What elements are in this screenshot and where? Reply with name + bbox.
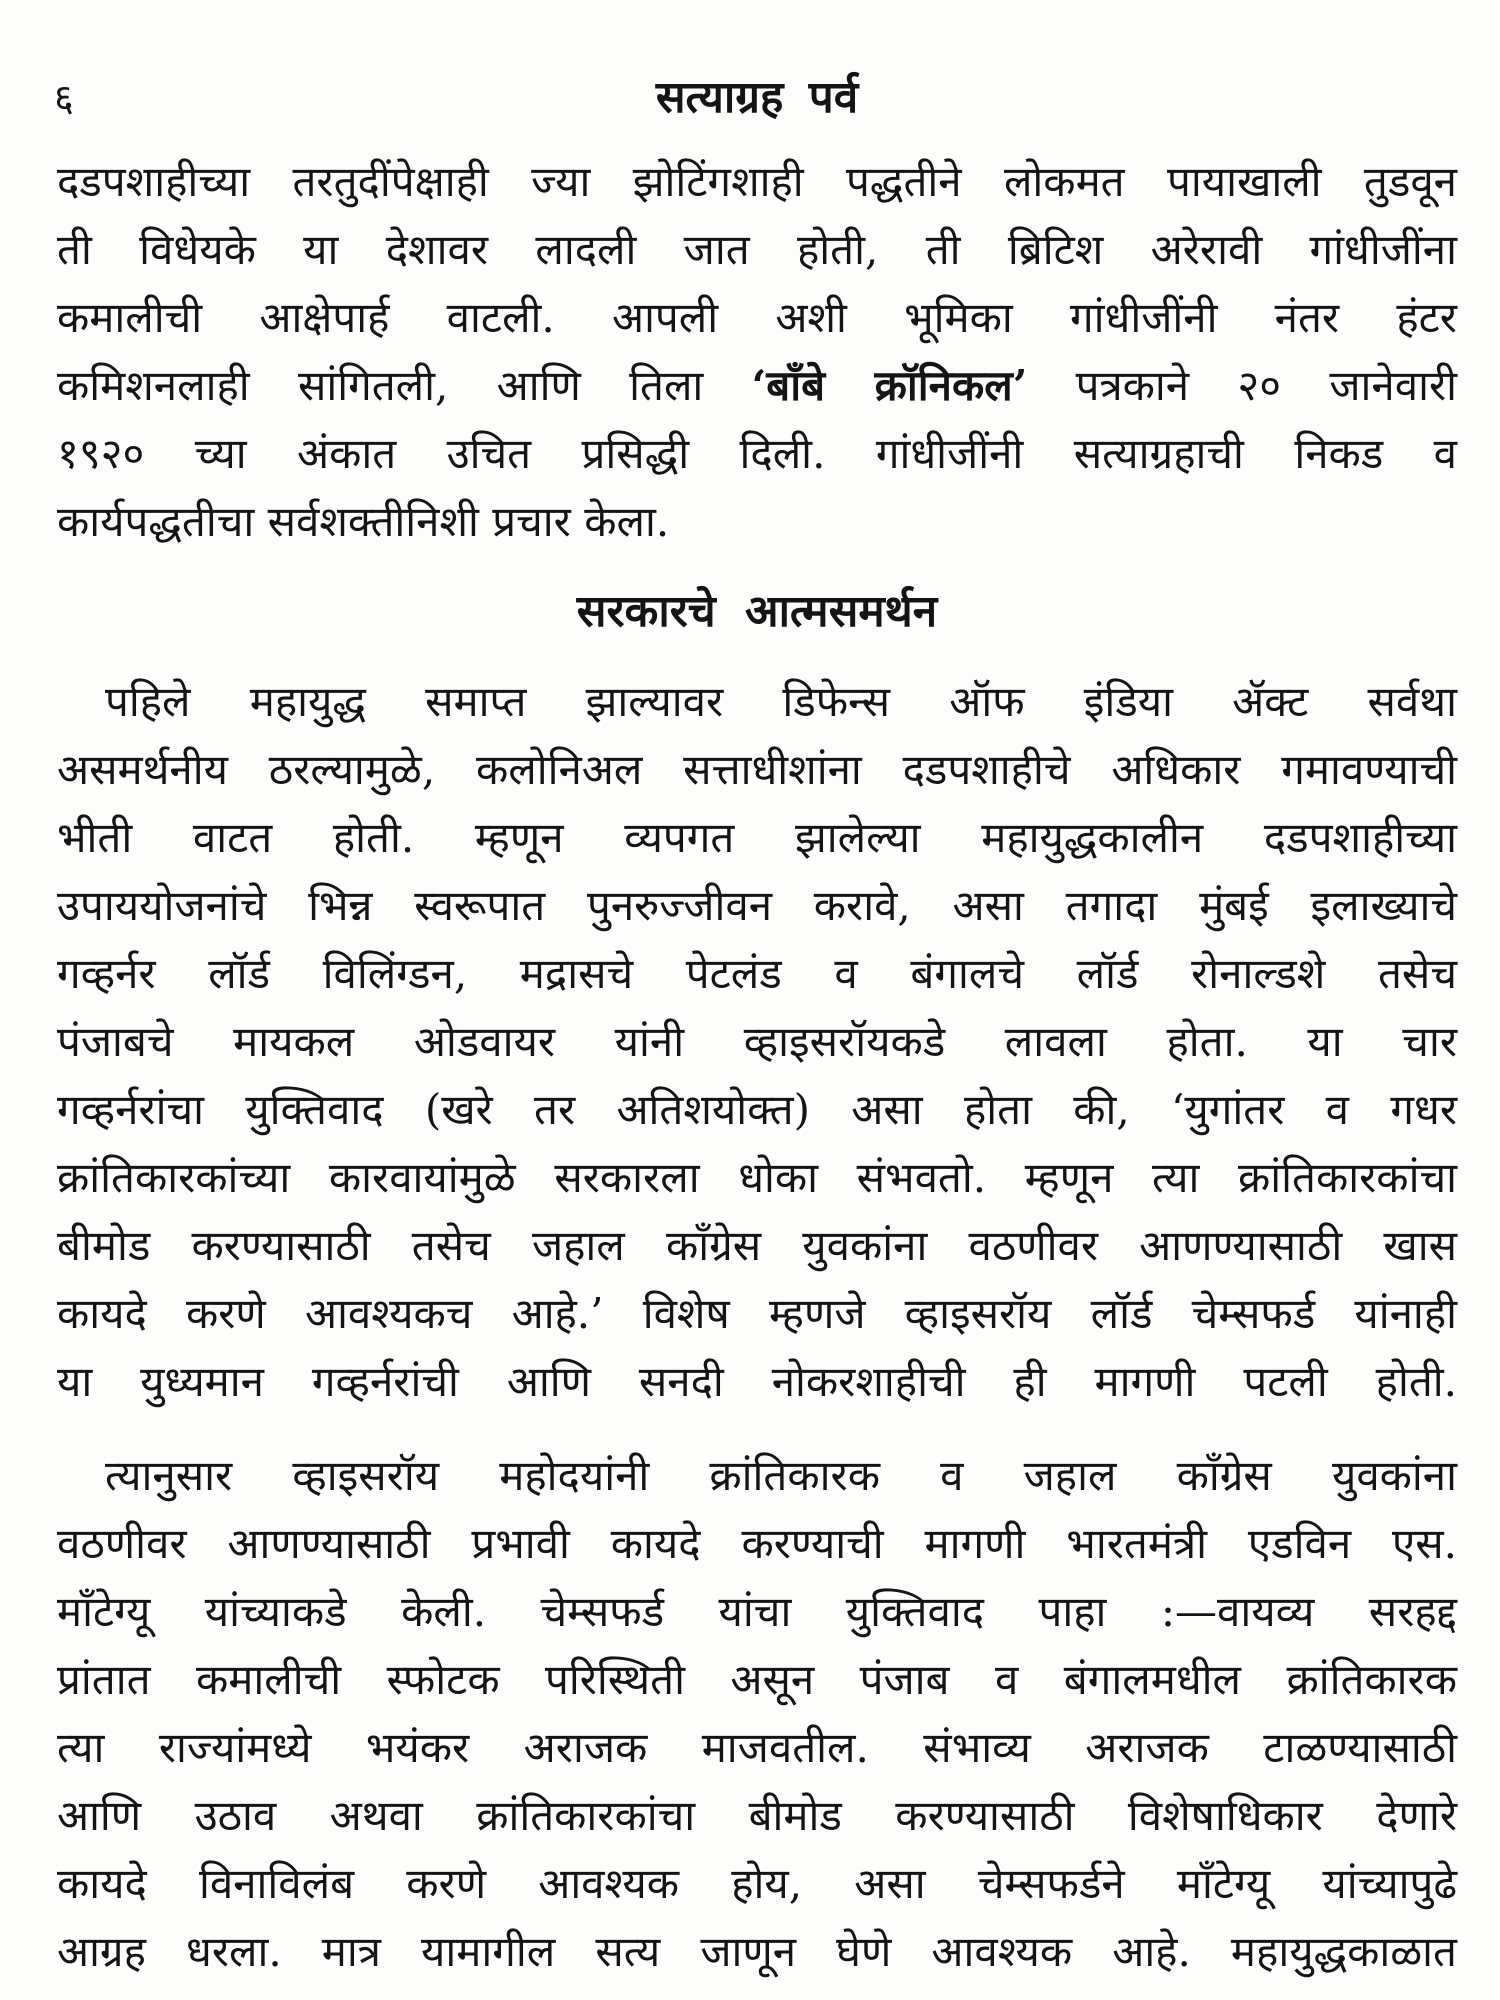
text-line: आणि उठाव अथवा क्रांतिकारकांचा बीमोड करण्यासाठी विशेषाधिकार देणारे — [57, 1791, 1457, 1840]
text-line: क्रांतिकारकांच्या कारवायांमुळे सरकारला धोका संभवतो. म्हणून त्या क्रांतिकारकांचा — [57, 1153, 1457, 1202]
paragraph — [57, 1442, 1457, 1986]
text-line: माँटेग्यू यांच्याकडे केली. चेम्सफर्ड यांचा युक्तिवाद पाहा :—वायव्य सरहद्द — [57, 1587, 1457, 1636]
text-segment: कमिशनलाही सांगितली, आणि तिला — [57, 361, 752, 410]
intro-paragraph — [57, 148, 1457, 556]
text-line: कमालीची आक्षेपार्ह वाटली. आपली अशी भूमिका गांधीजींनी नंतर हंटर — [57, 293, 1457, 342]
text-line: वठणीवर आणण्यासाठी प्रभावी कायदे करण्याची मागणी भारतमंत्री एडविन एस. — [57, 1519, 1457, 1568]
text-line — [57, 352, 1457, 420]
text-line: बीमोड करण्यासाठी तसेच जहाल काँग्रेस युवकांना वठणीवर आणण्यासाठी खास — [57, 1221, 1457, 1270]
text-segment: पत्रकाने २० जानेवारी — [1027, 361, 1458, 410]
text-line: पंजाबचे मायकल ओडवायर यांनी व्हाइसरॉयकडे लावला होता. या चार — [57, 1017, 1457, 1066]
paragraph — [57, 668, 1457, 1416]
text-line: आग्रह धरला. मात्र यामागील सत्य जाणून घेणे आवश्यक आहे. महायुद्धकाळात — [57, 1927, 1457, 1976]
page-header — [54, 64, 1457, 132]
text-line: भीती वाटत होती. म्हणून व्यपगत झालेल्या महायुद्धकालीन दडपशाहीच्या — [57, 813, 1457, 862]
text-line: गव्हर्नरांचा युक्तिवाद (खरे तर अतिशयोक्त) असा होता की, ‘युगांतर व गधर — [57, 1085, 1457, 1134]
text-line: प्रांतात कमालीची स्फोटक परिस्थिती असून पंजाब व बंगालमधील क्रांतिकारक — [57, 1655, 1457, 1704]
text-line: ती विधेयके या देशावर लादली जात होती, ती ब्रिटिश अरेरावी गांधीजींना — [57, 225, 1457, 274]
text-line: असमर्थनीय ठरल्यामुळे, कलोनिअल सत्ताधीशांना दडपशाहीचे अधिकार गमावण्याची — [57, 745, 1457, 794]
text-line: कार्यपद्धतीचा सर्वशक्तीनिशी प्रचार केला. — [57, 497, 670, 546]
text-line: १९२० च्या अंकात उचित प्रसिद्धी दिली. गांधीजींनी सत्याग्रहाची निकड व — [57, 429, 1457, 478]
page-number: ६ — [54, 76, 74, 120]
text-line: त्यानुसार व्हाइसरॉय महोदयांनी क्रांतिकारक व जहाल काँग्रेस युवकांना — [105, 1451, 1457, 1500]
newspaper-title-emphasis: ‘बाँबे क्रॉनिकल’ — [751, 361, 1028, 410]
text-line: उपाययोजनांचे भिन्न स्वरूपात पुनरुज्जीवन करावे, असा तगादा मुंबई इलाख्याचे — [57, 881, 1457, 930]
text-line: पहिले महायुद्ध समाप्त झाल्यावर डिफेन्स ऑफ इंडिया ॲक्ट सर्वथा — [105, 677, 1457, 726]
text-line: या युध्यमान गव्हर्नरांची आणि सनदी नोकरशाहीची ही मागणी पटली होती. — [57, 1357, 1457, 1406]
running-title: सत्याग्रह पर्व — [655, 72, 859, 123]
text-line: कायदे विनाविलंब करणे आवश्यक होय, असा चेम्सफर्डने माँटेग्यू यांच्यापुढे — [57, 1859, 1457, 1908]
text-line: त्या राज्यांमध्ये भयंकर अराजक माजवतील. संभाव्य अराजक टाळण्यासाठी — [57, 1723, 1457, 1772]
section-heading: सरकारचे आत्मसमर्थन — [576, 586, 938, 637]
text-line: गव्हर्नर लॉर्ड विलिंग्डन, मद्रासचे पेटलंड व बंगालचे लॉर्ड रोनाल्डशे तसेच — [57, 949, 1457, 998]
text-line: दडपशाहीच्या तरतुदींपेक्षाही ज्या झोटिंगशाही पद्धतीने लोकमत पायाखाली तुडवून — [57, 157, 1457, 206]
text-line: कायदे करणे आवश्यकच आहे.’ विशेष म्हणजे व्हाइसरॉय लॉर्ड चेम्सफर्ड यांनाही — [57, 1289, 1457, 1338]
